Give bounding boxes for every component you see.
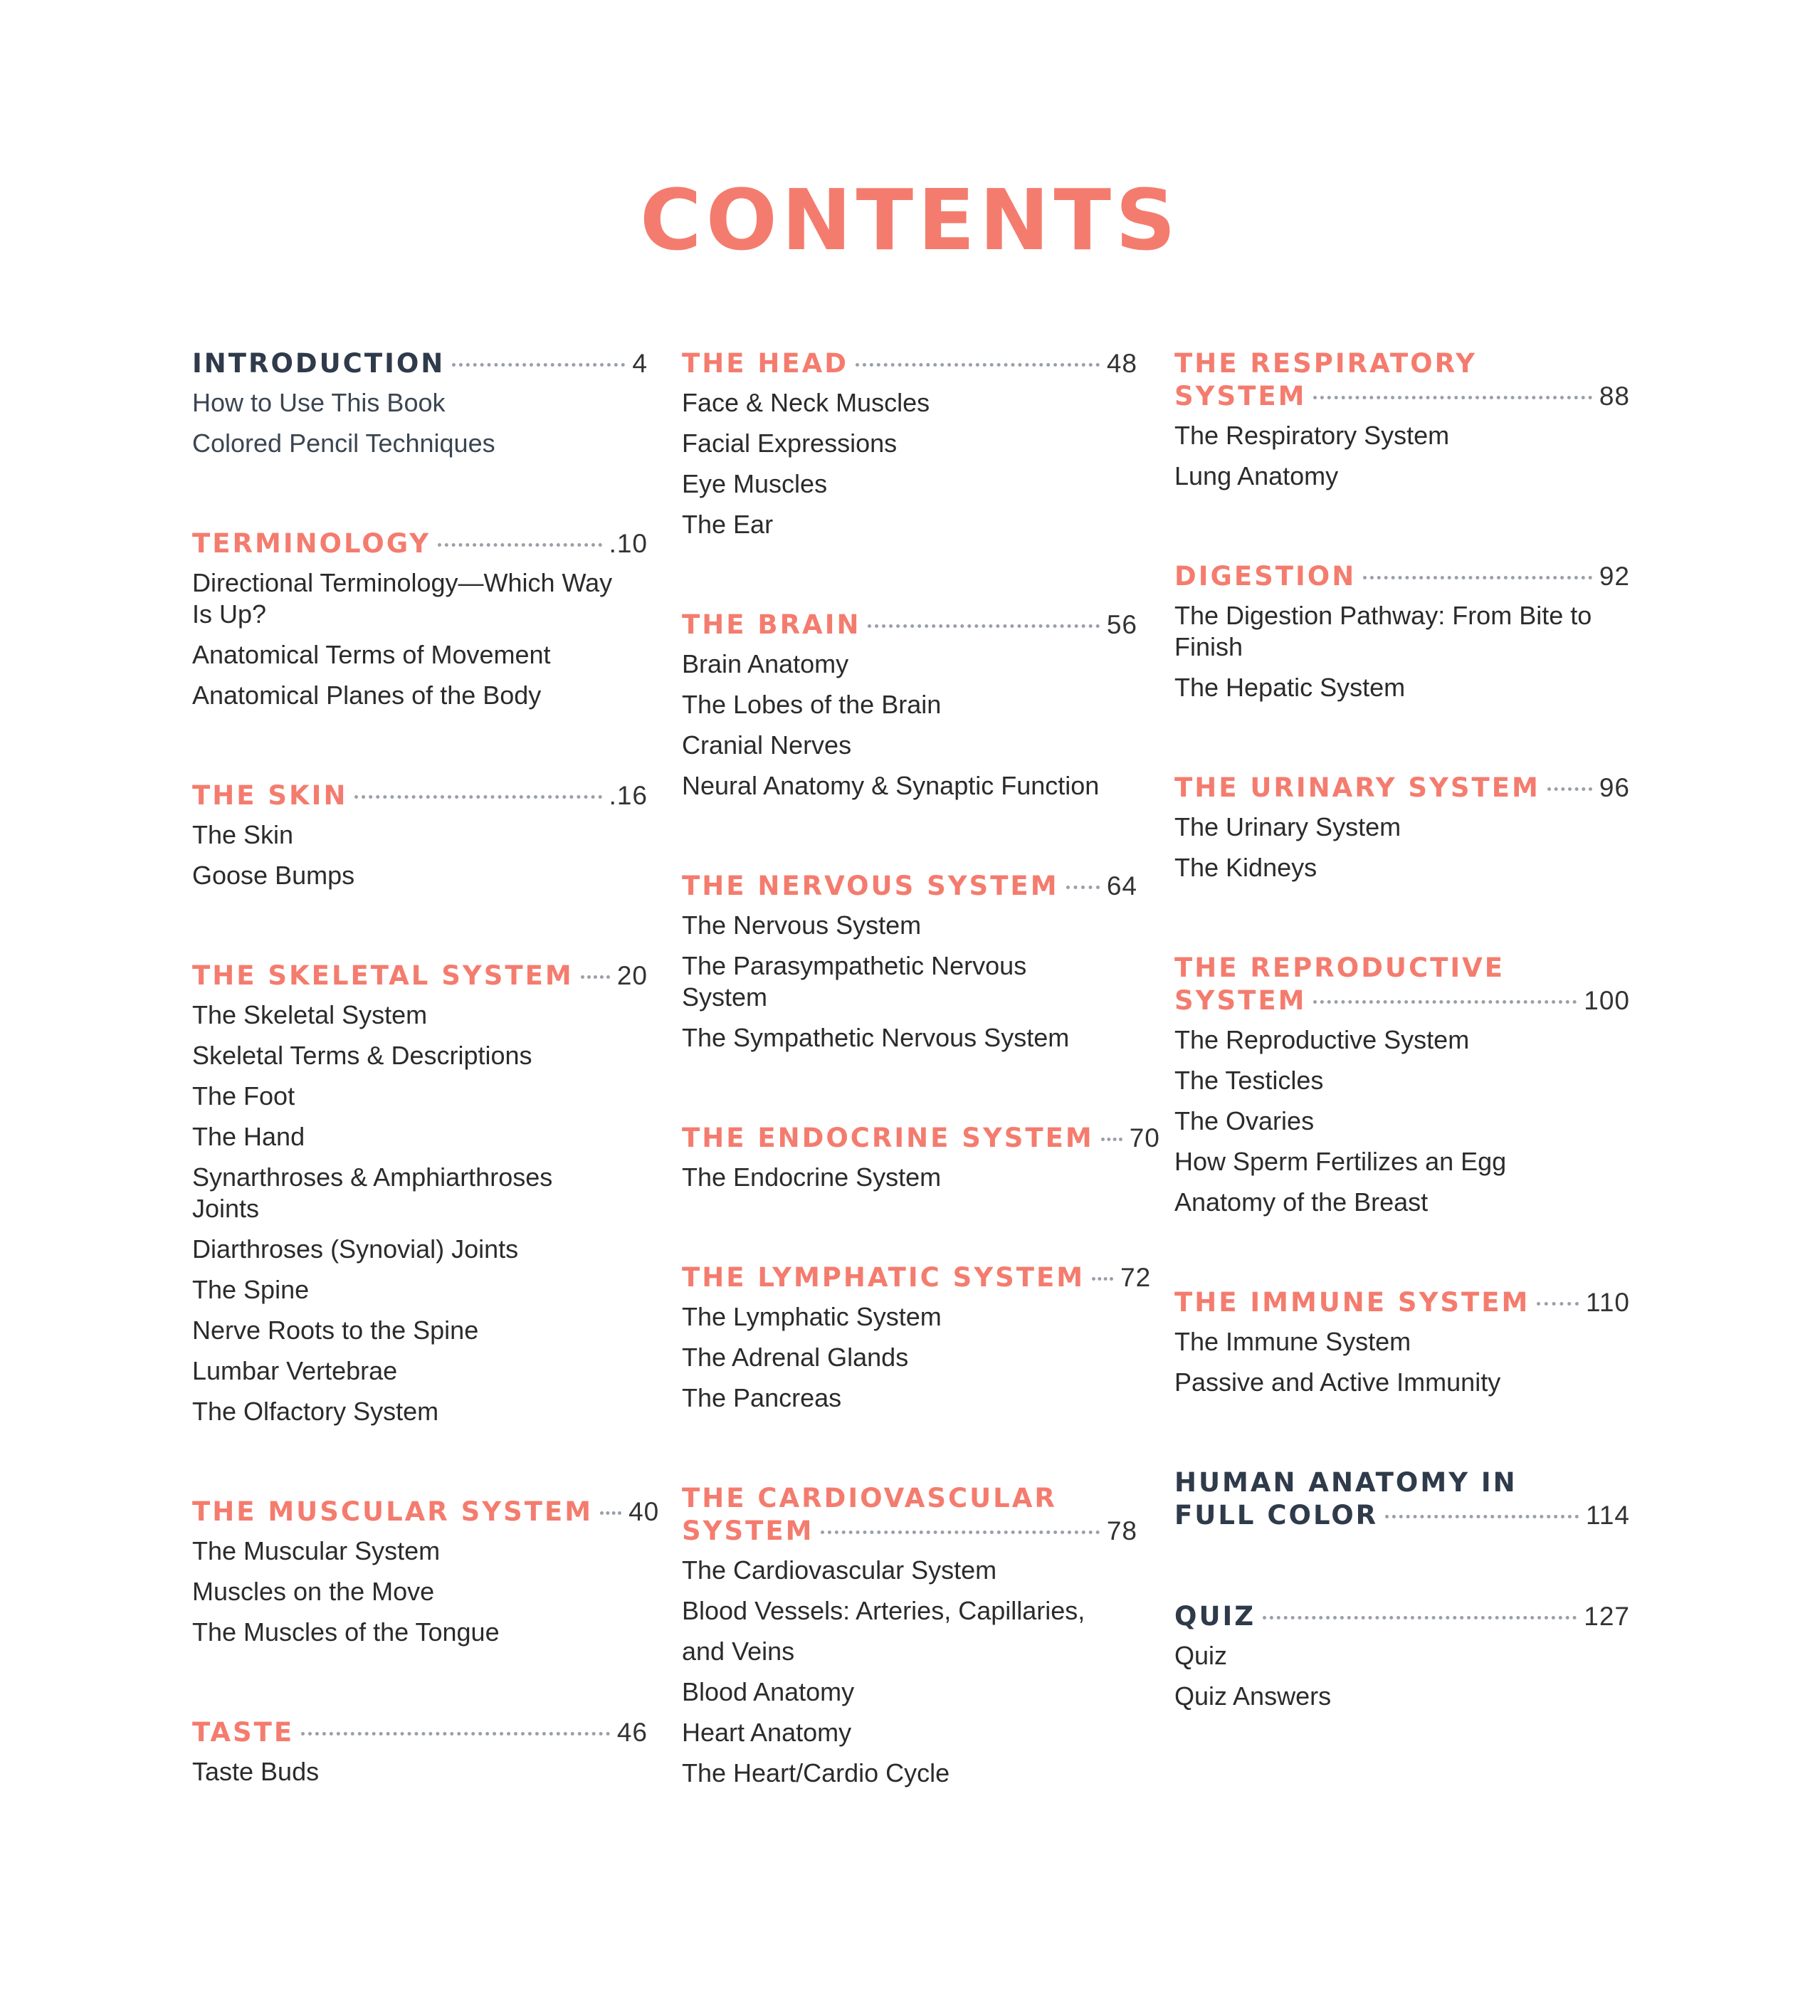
toc-column-2 (682, 347, 1160, 1857)
toc-entry[interactable]: How to Use This Book (192, 388, 446, 417)
toc-entry[interactable]: The Skeletal System (192, 1000, 428, 1029)
section-heading-text: INTRODUCTION (192, 348, 446, 379)
toc-entry[interactable]: The Cardiovascular System (682, 1555, 997, 1585)
toc-section (1174, 347, 1630, 492)
section-heading[interactable] (682, 347, 1137, 380)
toc-entry[interactable]: Lumbar Vertebrae (192, 1356, 398, 1385)
toc-entry[interactable]: The Muscles of the Tongue (192, 1617, 500, 1647)
section-heading-text: THE RESPIRATORY (1174, 348, 1477, 379)
page-number: 96 (1599, 773, 1630, 802)
dot-leader (868, 624, 1099, 628)
toc-entry[interactable]: and Veins (682, 1637, 795, 1666)
section-heading[interactable] (682, 1482, 1137, 1548)
dot-leader (1385, 1515, 1579, 1518)
toc-section (192, 1496, 660, 1648)
section-heading[interactable] (1174, 772, 1630, 804)
toc-entry[interactable]: The Respiratory System (1174, 421, 1450, 450)
section-heading-text: THE IMMUNE SYSTEM (1174, 1287, 1530, 1318)
toc-entry[interactable]: The Hepatic System (1174, 673, 1406, 702)
page-number: 48 (1106, 349, 1137, 378)
toc-entry[interactable]: The Lobes of the Brain (682, 690, 942, 719)
toc-entry[interactable]: Muscles on the Move (192, 1577, 435, 1606)
toc-entry[interactable]: Blood Vessels: Arteries, Capillaries, (682, 1596, 1085, 1625)
toc-section (1174, 1466, 1630, 1532)
section-heading-text: THE BRAIN (682, 609, 861, 640)
toc-entry[interactable]: The Lymphatic System (682, 1302, 942, 1331)
dot-leader (821, 1531, 1099, 1534)
section-heading[interactable] (192, 1716, 648, 1749)
toc-section (1174, 1286, 1630, 1398)
dot-leader (600, 1511, 621, 1515)
section-heading-text-line2: SYSTEM (682, 1516, 814, 1546)
page-number: 56 (1106, 610, 1137, 639)
section-heading[interactable] (192, 1496, 660, 1528)
section-heading[interactable] (1174, 952, 1630, 1017)
toc-entry[interactable]: The Urinary System (1174, 812, 1401, 841)
toc-entry[interactable]: The Nervous System (682, 910, 922, 940)
section-heading-text: THE CARDIOVASCULAR (682, 1483, 1057, 1513)
toc-section (192, 779, 648, 891)
toc-section (682, 1482, 1137, 1789)
dot-leader (856, 363, 1100, 367)
dot-leader (1363, 576, 1592, 579)
toc-entry[interactable]: Anatomical Planes of the Body (192, 681, 542, 710)
toc-entry[interactable]: Neural Anatomy & Synaptic Function (682, 771, 1100, 800)
toc-entry[interactable]: Facial Expressions (682, 429, 898, 458)
toc-section (682, 609, 1137, 802)
section-heading[interactable] (1174, 560, 1630, 593)
section-heading-text: THE NERVOUS SYSTEM (682, 871, 1059, 901)
toc-column-1 (192, 347, 660, 1856)
section-heading-text: DIGESTION (1174, 561, 1357, 592)
section-heading-text: TASTE (192, 1717, 295, 1748)
toc-entry[interactable]: The Adrenal Glands (682, 1343, 909, 1372)
toc-entry[interactable]: Taste Buds (192, 1757, 320, 1786)
page-number: 78 (1106, 1516, 1137, 1545)
section-heading-text: THE URINARY SYSTEM (1174, 772, 1540, 803)
toc-entry[interactable]: The Immune System (1174, 1327, 1411, 1356)
toc-entry[interactable]: Synarthroses & Amphiarthroses Joints (192, 1162, 553, 1223)
dot-leader (438, 543, 601, 547)
dot-leader (1092, 1277, 1113, 1281)
toc-entry[interactable]: The Sympathetic Nervous System (682, 1023, 1070, 1052)
toc-entry[interactable]: Blood Anatomy (682, 1677, 855, 1706)
toc-entry[interactable]: The Muscular System (192, 1536, 441, 1565)
page-number: 100 (1584, 986, 1630, 1015)
dot-leader (1537, 1302, 1579, 1306)
dot-leader (1313, 1000, 1577, 1004)
toc-entry[interactable]: Goose Bumps (192, 861, 355, 890)
section-heading-text: THE LYMPHATIC SYSTEM (682, 1262, 1085, 1293)
section-heading-text: QUIZ (1174, 1601, 1256, 1632)
toc-section (682, 1261, 1152, 1414)
toc-entry[interactable]: Brain Anatomy (682, 649, 849, 678)
section-heading-text: THE MUSCULAR SYSTEM (192, 1496, 594, 1527)
dot-leader (301, 1732, 610, 1736)
toc-entry[interactable]: The Endocrine System (682, 1162, 942, 1192)
toc-entry[interactable]: The Heart/Cardio Cycle (682, 1758, 950, 1787)
page-number: 4 (632, 349, 648, 378)
toc-entry[interactable]: Anatomical Terms of Movement (192, 640, 551, 669)
section-heading[interactable] (1174, 1600, 1630, 1633)
dot-leader (1313, 396, 1592, 399)
toc-column-3 (1174, 347, 1630, 1780)
section-heading-text: HUMAN ANATOMY IN (1174, 1467, 1517, 1498)
toc-entry[interactable]: The Foot (192, 1081, 295, 1111)
toc-entry[interactable]: The Spine (192, 1275, 310, 1304)
toc-section (1174, 1600, 1630, 1712)
toc-entry[interactable]: Diarthroses (Synovial) Joints (192, 1234, 519, 1264)
section-heading[interactable] (192, 527, 648, 560)
toc-entry[interactable]: Eye Muscles (682, 469, 828, 498)
section-heading-text: THE SKELETAL SYSTEM (192, 960, 574, 991)
dot-leader (452, 363, 625, 367)
toc-entry[interactable]: Nerve Roots to the Spine (192, 1316, 479, 1345)
toc-entry[interactable]: The Reproductive System (1174, 1025, 1470, 1054)
section-heading-text: THE ENDOCRINE SYSTEM (682, 1123, 1094, 1153)
toc-entry[interactable]: The Kidneys (1174, 853, 1317, 882)
section-heading[interactable] (1174, 347, 1630, 413)
page-number: 114 (1586, 1501, 1630, 1530)
page-number: 88 (1599, 382, 1630, 411)
toc-entry[interactable]: How Sperm Fertilizes an Egg (1174, 1147, 1507, 1176)
page-number: 127 (1584, 1602, 1630, 1631)
section-heading[interactable] (1174, 1466, 1630, 1532)
section-heading-text-line2: SYSTEM (1174, 381, 1307, 411)
section-heading-text-line2: SYSTEM (1174, 985, 1307, 1016)
dot-leader (1547, 787, 1592, 791)
toc-section (1174, 772, 1630, 883)
page-number: 20 (616, 961, 648, 990)
toc-entry[interactable]: The Pancreas (682, 1383, 842, 1412)
section-heading-text: THE REPRODUCTIVE (1174, 952, 1505, 983)
page-number: 40 (628, 1497, 660, 1526)
page-number: 64 (1106, 871, 1137, 901)
dot-leader (354, 795, 601, 799)
toc-entry[interactable]: Quiz Answers (1174, 1681, 1332, 1711)
toc-entry[interactable]: Lung Anatomy (1174, 461, 1339, 490)
section-heading[interactable] (682, 1261, 1152, 1294)
toc-section (682, 870, 1137, 1054)
page-number: .16 (609, 781, 648, 810)
section-heading[interactable] (682, 870, 1137, 903)
toc-section (192, 960, 648, 1427)
toc-entry[interactable]: Face & Neck Muscles (682, 388, 930, 417)
toc-entry[interactable]: The Hand (192, 1122, 305, 1151)
toc-entry[interactable]: Quiz (1174, 1641, 1228, 1670)
section-heading[interactable] (192, 960, 648, 992)
dot-leader (581, 975, 610, 979)
toc-section (1174, 560, 1630, 703)
page-number: .10 (609, 529, 648, 558)
toc-entry[interactable]: Skeletal Terms & Descriptions (192, 1041, 532, 1070)
toc-entry[interactable]: The Skin (192, 820, 294, 849)
toc-entry[interactable]: Cranial Nerves (682, 730, 852, 760)
toc-entry[interactable]: Anatomy of the Breast (1174, 1187, 1429, 1217)
section-heading[interactable] (682, 609, 1137, 641)
section-heading-text: TERMINOLOGY (192, 528, 431, 559)
section-heading[interactable] (1174, 1286, 1630, 1319)
page-title: CONTENTS (640, 171, 1180, 269)
toc-section (682, 347, 1137, 540)
section-heading-text: THE SKIN (192, 780, 348, 811)
toc-entry[interactable]: Colored Pencil Techniques (192, 429, 495, 458)
dot-leader (1101, 1138, 1122, 1141)
section-heading[interactable] (192, 779, 648, 812)
toc-entry[interactable]: The Ovaries (1174, 1106, 1315, 1135)
dot-leader (1263, 1616, 1577, 1619)
page-number: 110 (1586, 1288, 1630, 1317)
toc-entry[interactable]: The Digestion Pathway: From Bite to Finish (1174, 601, 1592, 661)
toc-entry[interactable]: The Ear (682, 510, 774, 539)
toc-entry[interactable]: The Parasympathetic Nervous System (682, 951, 1027, 1012)
toc-section (192, 347, 648, 459)
toc-section (1174, 952, 1630, 1218)
page-number: 70 (1129, 1123, 1160, 1153)
toc-entry[interactable]: Heart Anatomy (682, 1718, 852, 1747)
toc-section (192, 1716, 648, 1787)
toc-entry[interactable]: Passive and Active Immunity (1174, 1367, 1501, 1397)
section-heading-text: THE HEAD (682, 348, 848, 379)
toc-section (682, 1122, 1160, 1193)
toc-entry[interactable]: The Olfactory System (192, 1397, 439, 1426)
page-number: 72 (1120, 1263, 1152, 1292)
section-heading-text-line2: FULL COLOR (1174, 1500, 1379, 1531)
toc-entry[interactable]: The Testicles (1174, 1066, 1324, 1095)
toc-section (192, 527, 648, 711)
section-heading[interactable] (682, 1122, 1160, 1155)
toc-entry[interactable]: Directional Terminology—Which Way Is Up? (192, 568, 613, 629)
section-heading[interactable] (192, 347, 648, 380)
page-number: 46 (616, 1718, 648, 1747)
dot-leader (1066, 886, 1100, 889)
page-number: 92 (1599, 562, 1630, 591)
